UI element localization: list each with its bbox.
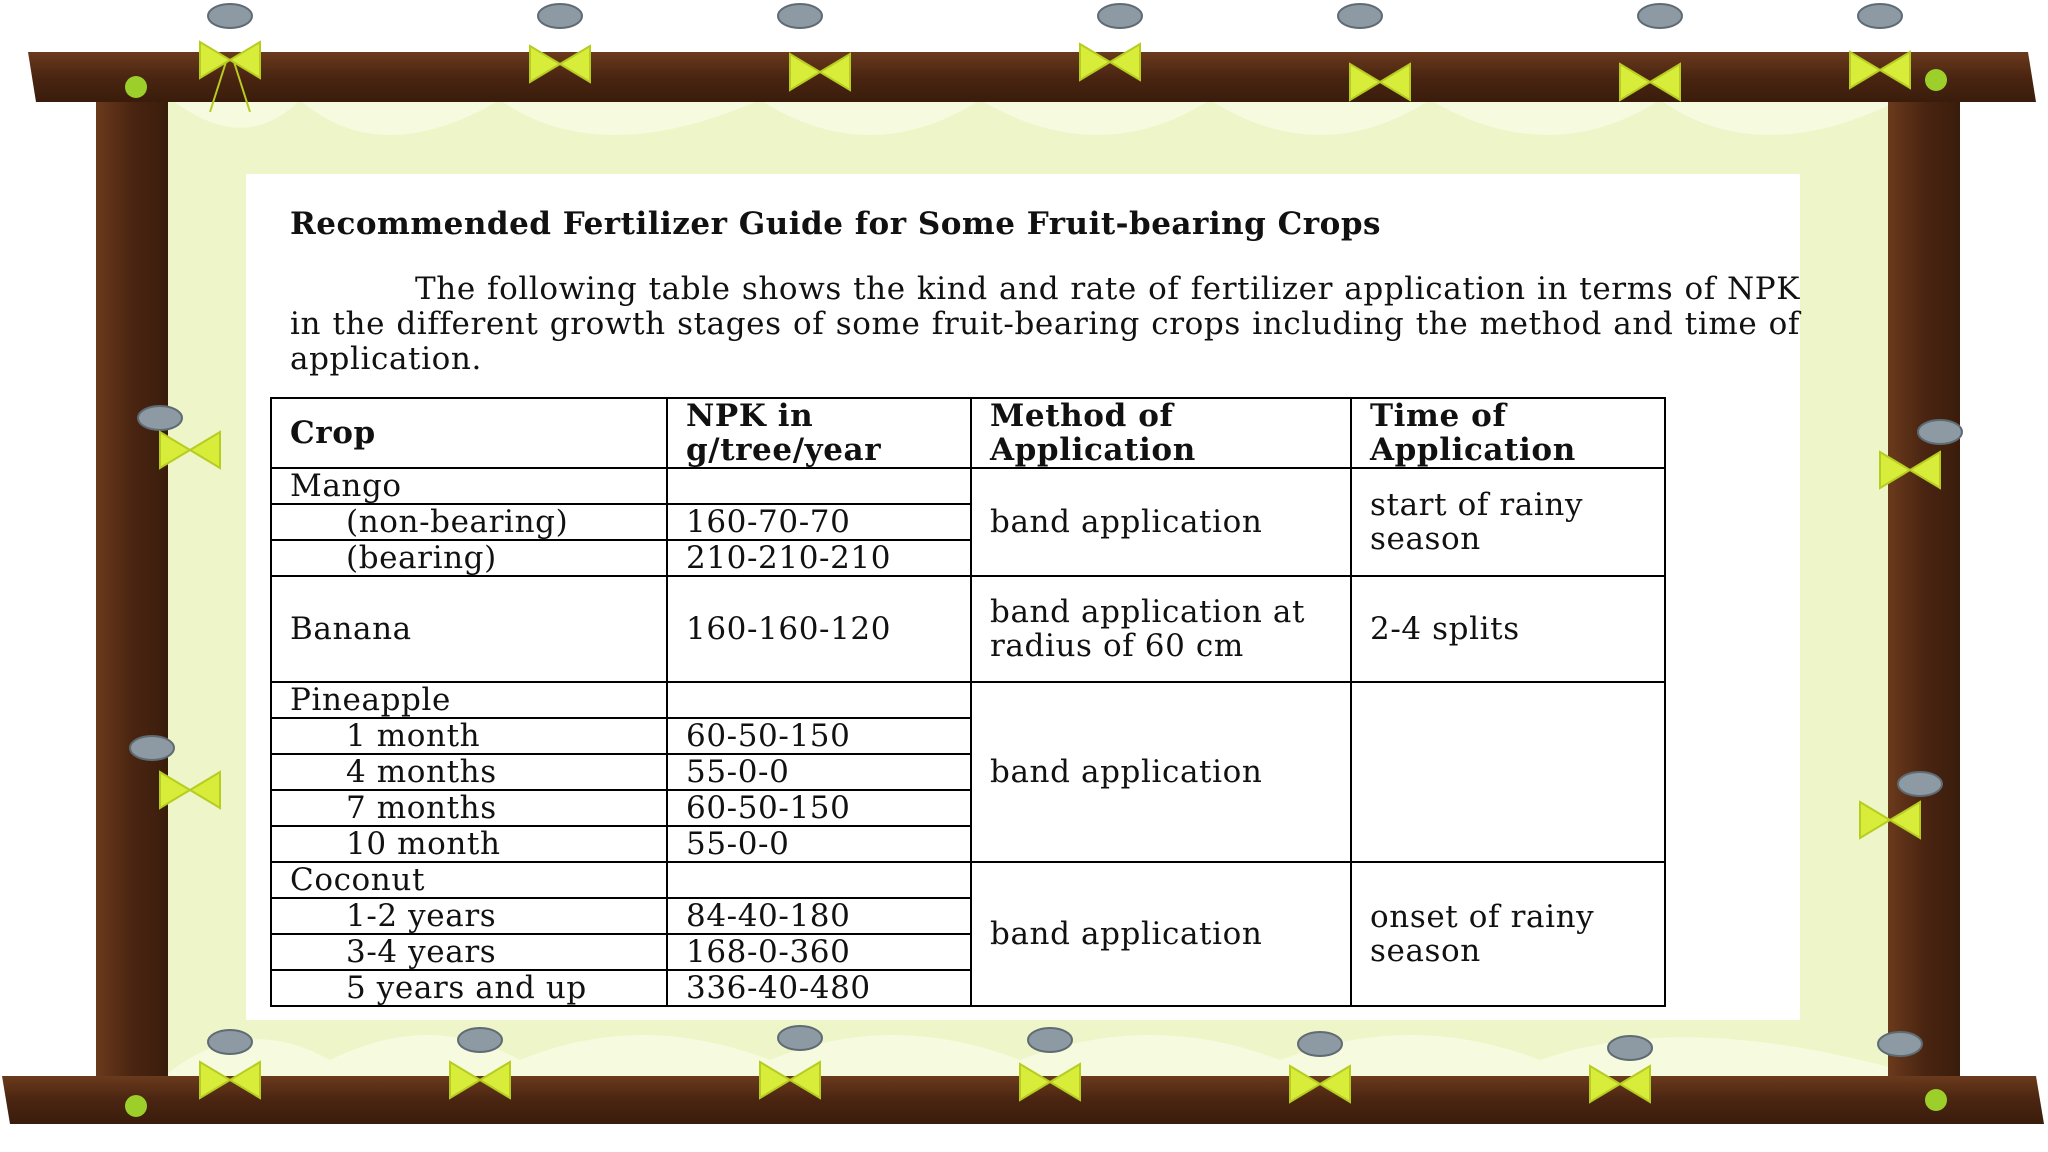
- method-banana: band application at radius of 60 cm: [971, 576, 1351, 682]
- npk-cell: 55-0-0: [667, 754, 971, 790]
- crop-name-banana: Banana: [271, 576, 667, 682]
- npk-cell: 60-50-150: [667, 790, 971, 826]
- time-mango: start of rainy season: [1351, 468, 1665, 576]
- header-crop: Crop: [271, 398, 667, 468]
- time-coconut: onset of rainy season: [1351, 862, 1665, 1006]
- intro-text: The following table shows the kind and rate of fertilizer application in terms of NPK in the different growth stages of some fruit-bearing crops including the method and time of application.: [290, 271, 1800, 377]
- method-coconut: band application: [971, 862, 1351, 1006]
- table-row: [271, 576, 1665, 682]
- header-time: Time of Application: [1351, 398, 1665, 468]
- stage-cell: 7 months: [271, 790, 667, 826]
- method-mango: band application: [971, 468, 1351, 576]
- stage-cell: 4 months: [271, 754, 667, 790]
- stage-cell: 1-2 years: [271, 898, 667, 934]
- crop-name-coconut: Coconut: [271, 862, 667, 898]
- npk-cell: 168-0-360: [667, 934, 971, 970]
- npk-cell: 336-40-480: [667, 970, 971, 1006]
- npk-cell: [667, 682, 971, 718]
- npk-cell: [667, 468, 971, 504]
- npk-cell: 60-50-150: [667, 718, 971, 754]
- stage-cell: (bearing): [271, 540, 667, 576]
- time-pineapple: [1351, 682, 1665, 862]
- stage-cell: 1 month: [271, 718, 667, 754]
- npk-cell: 84-40-180: [667, 898, 971, 934]
- stage-cell: 3-4 years: [271, 934, 667, 970]
- time-banana: 2-4 splits: [1351, 576, 1665, 682]
- header-method: Method of Application: [971, 398, 1351, 468]
- page-title: Recommended Fertilizer Guide for Some Fruit-bearing Crops: [290, 206, 1381, 242]
- table-row: [271, 862, 1665, 898]
- npk-cell: 160-160-120: [667, 576, 971, 682]
- stage-cell: 5 years and up: [271, 970, 667, 1006]
- header-npk: NPK in g/tree/year: [667, 398, 971, 468]
- npk-cell: [667, 862, 971, 898]
- crop-name-pineapple: Pineapple: [271, 682, 667, 718]
- stage-cell: 10 month: [271, 826, 667, 862]
- crop-name-mango: Mango: [271, 468, 667, 504]
- table-header-row: [271, 398, 1665, 468]
- table-row: [271, 682, 1665, 718]
- stage-cell: (non-bearing): [271, 504, 667, 540]
- intro-paragraph: [290, 272, 1800, 377]
- npk-cell: 55-0-0: [667, 826, 971, 862]
- fertilizer-table: [270, 397, 1666, 1007]
- npk-cell: 160-70-70: [667, 504, 971, 540]
- method-pineapple: band application: [971, 682, 1351, 862]
- table-row: [271, 468, 1665, 504]
- npk-cell: 210-210-210: [667, 540, 971, 576]
